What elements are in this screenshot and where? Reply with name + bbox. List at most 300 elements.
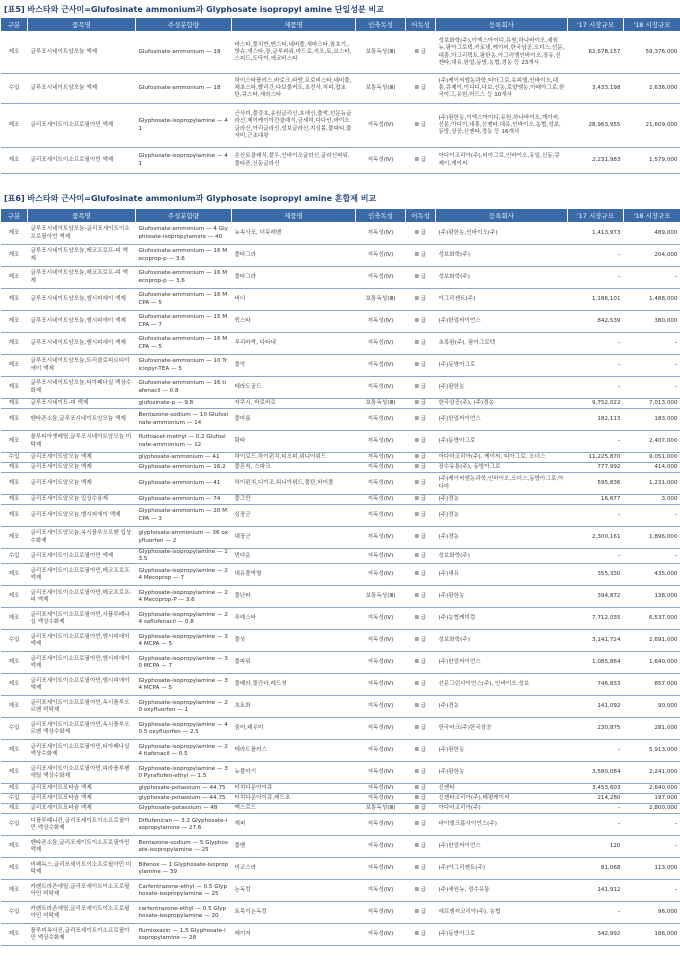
cell-company: 아다이코리아(주),티아그로,인바이오,유일,신동,큐제이,게이씨 [436, 148, 568, 174]
table-row [1, 902, 680, 924]
cell-product-name: 풀삿 [232, 630, 356, 652]
table-row [1, 586, 680, 608]
cell-ingredient: Carfentrazone-ethyl — 0.5 Glyphosate-isopropylamine — 25 [136, 880, 232, 902]
cell-product-class: 비페녹스,글리포세이트이소프로필아민 미탁제 [28, 858, 136, 880]
cell-market-2017: – [568, 814, 624, 836]
cell-fish-toxicity: Ⅲ 급 [406, 505, 436, 527]
cell-market-2017: 182,113 [568, 409, 624, 431]
cell-product-class: 카펜트라존에틸,글리포세이트이소프로필아민 미탁제 [28, 902, 136, 924]
cell-fish-toxicity: Ⅲ 급 [406, 924, 436, 946]
cell-product-name: 풀타그라 [232, 267, 356, 289]
cell-ingredient: Glufosinate-ammonium — 10 Triclopyr-TEA — 5 [136, 355, 232, 377]
cell-ingredient: Glufosinate-ammonium — 16 MCPA — 5 [136, 289, 232, 311]
cell-market-2017: 16,677 [568, 495, 624, 505]
cell-product-name: 토목이논독킹 [232, 902, 356, 924]
table-row [1, 564, 680, 586]
cell-human-toxicity: 저독성(Ⅳ) [356, 762, 406, 784]
cell-human-toxicity: 저독성(Ⅳ) [356, 630, 406, 652]
cell-company: (주)동방아그로 [436, 355, 568, 377]
cell-type: 수입 [1, 74, 28, 104]
cell-human-toxicity: 저독성(Ⅳ) [356, 794, 406, 804]
cell-company: (주)농협케미컬 [436, 608, 568, 630]
cell-human-toxicity: 저독성(Ⅳ) [356, 473, 406, 495]
cell-company: 성보화학(주) [436, 549, 568, 564]
cell-market-2017: 141,912 [568, 880, 624, 902]
cell-ingredient: Glyphosate-isopropylamine — 41 [136, 104, 232, 148]
cell-fish-toxicity: Ⅲ 급 [406, 148, 436, 174]
cell-human-toxicity: 저독성(Ⅳ) [356, 495, 406, 505]
cell-type: 제조 [1, 527, 28, 549]
cell-market-2017: 746,833 [568, 674, 624, 696]
cell-market-2018: 197,000 [624, 794, 680, 804]
cell-type: 제조 [1, 505, 28, 527]
cell-company: (주)동방아그로 [436, 431, 568, 453]
cell-human-toxicity: 저독성(Ⅳ) [356, 564, 406, 586]
cell-type: 제조 [1, 880, 28, 902]
cell-fish-toxicity: Ⅲ 급 [406, 333, 436, 355]
cell-ingredient: glyphosate-ammonium — 36 oxyfluorfen — 2 [136, 527, 232, 549]
cell-fish-toxicity: Ⅲ 급 [406, 377, 436, 399]
table-row [1, 740, 680, 762]
cell-product-class: 글리포세이트암모늄,엠시피에이 액제 [28, 505, 136, 527]
cell-product-class: 글리포세이트암모늄 액제 [28, 453, 136, 463]
cell-type: 제조 [1, 858, 28, 880]
cell-type: 제조 [1, 473, 28, 495]
cell-type: 제조 [1, 586, 28, 608]
cell-product-name: 바스타,풀치반,맨스티,네버풀,새바스타,참초기,,밧슈,새스타,장,글루파워,마드로,지오,토,보스타,스피드,도닥이,에코바스타 [232, 32, 356, 74]
cell-human-toxicity: 저독성(Ⅳ) [356, 549, 406, 564]
cell-company: 성보화학(주) [436, 630, 568, 652]
table-row [1, 505, 680, 527]
cell-human-toxicity: 저독성(Ⅳ) [356, 409, 406, 431]
cell-company: (주)팜한농,이엑스아이디,유원,하나바이오,게이씨,선문,아디이,대흥,신젠타,대유,인바이오,농협,성보,동방,상공,신젠타,경농 등 16개사 [436, 104, 568, 148]
cell-market-2017: 3,433,198 [568, 74, 624, 104]
cell-product-name: 논독킹 [232, 880, 356, 902]
header-market-2018: '18 시장규모 [624, 209, 680, 223]
cell-company: 신젠타 [436, 784, 568, 794]
cell-fish-toxicity: Ⅲ 급 [406, 718, 436, 740]
cell-type: 제조 [1, 762, 28, 784]
cell-fish-toxicity: Ⅲ 급 [406, 473, 436, 495]
cell-type: 제조 [1, 355, 28, 377]
cell-product-class: 글루포시네이트암모늄 액제 [28, 74, 136, 104]
cell-fish-toxicity: Ⅲ 급 [406, 586, 436, 608]
cell-market-2018: 1,488,000 [624, 289, 680, 311]
cell-product-class: 글리포세이트이소프로필아민,엠시피에이 액제 [28, 674, 136, 696]
cell-ingredient: Glufosinate-ammonium — 15 MCPA — 7 [136, 311, 232, 333]
cell-product-name: 뉴풀마기 [232, 762, 356, 784]
cell-market-2018: 7,013,000 [624, 399, 680, 409]
cell-product-class: 벤타존소듐,글리포세이트이소프로필아민 액제 [28, 836, 136, 858]
cell-product-name: 근사미,풀강초,유원글리신,초애신,풀싹,선문뉴글라신,제이케이아간클래식,금세미,다다인,바이오글라신,아리글라신,성보글라신,지싱몸,풀파티,풀자비,근초대왕 [232, 104, 356, 148]
cell-fish-toxicity: Ⅲ 급 [406, 311, 436, 333]
cell-type: 수입 [1, 549, 28, 564]
table6-title: [표6] 바스타와 근사미=Glufosinate ammonium과 Glyphosate isopropyl amine 혼합제 비교 [4, 194, 377, 203]
cell-product-name: 터치다운아이큐,레드초 [232, 794, 356, 804]
cell-fish-toxicity: Ⅲ 급 [406, 836, 436, 858]
cell-market-2018: 186,000 [624, 924, 680, 946]
cell-ingredient: Glyphosate-isopropylamine — 34 MCPA — 5 [136, 674, 232, 696]
cell-human-toxicity: 보통독성(Ⅲ) [356, 74, 406, 104]
header-company: 등록회사 [436, 209, 568, 223]
cell-human-toxicity: 저독성(Ⅳ) [356, 880, 406, 902]
table-row [1, 804, 680, 814]
cell-market-2018: 5,913,000 [624, 740, 680, 762]
cell-human-toxicity: 저독성(Ⅳ) [356, 814, 406, 836]
cell-human-toxicity: 저독성(Ⅳ) [356, 924, 406, 946]
cell-product-class: 글리포세이트이소프로필아민,메코프로프-피 액제 [28, 586, 136, 608]
cell-market-2018: – [624, 814, 680, 836]
cell-human-toxicity: 저독성(Ⅳ) [356, 453, 406, 463]
cell-market-2017: 81,068 [568, 858, 624, 880]
table-row [1, 104, 680, 148]
cell-market-2017: 11,225,870 [568, 453, 624, 463]
header-ingredient: 주성분함량 [136, 18, 232, 32]
cell-human-toxicity: 보통독성(Ⅲ) [356, 399, 406, 409]
cell-fish-toxicity: Ⅲ 급 [406, 267, 436, 289]
cell-company: 한국마크(주)한국삼공 [436, 718, 568, 740]
cell-fish-toxicity: Ⅲ 급 [406, 762, 436, 784]
cell-fish-toxicity: Ⅲ 급 [406, 463, 436, 473]
cell-market-2018: 6,537,000 [624, 608, 680, 630]
cell-ingredient: Glufosinate-ammonium — 16 Mecoprop-p — 3.6 [136, 267, 232, 289]
cell-product-name: 싱장군 [232, 505, 356, 527]
cell-product-name: 터치다운아이큐 [232, 784, 356, 794]
table-row [1, 148, 680, 174]
cell-market-2018: 2,636,000 [624, 74, 680, 104]
cell-market-2017: 9,752,022 [568, 399, 624, 409]
cell-product-class: 글리포세이트암모늄 액제 [28, 473, 136, 495]
cell-fish-toxicity: Ⅲ 급 [406, 74, 436, 104]
cell-product-name: 줌어,태우미 [232, 718, 356, 740]
cell-fish-toxicity: Ⅲ 급 [406, 740, 436, 762]
cell-ingredient: Glyphosate-isopropylamine — 41 [136, 148, 232, 174]
header-product-name: 제품명 [232, 209, 356, 223]
cell-fish-toxicity: Ⅲ 급 [406, 794, 436, 804]
header-type: 구분 [1, 209, 28, 223]
cell-market-2017: 394,872 [568, 586, 624, 608]
cell-product-name: 푸레스타 [232, 608, 356, 630]
table-row [1, 223, 680, 245]
cell-company: (주)세원뉴, 정수유통 [436, 880, 568, 902]
cell-ingredient: Glyphosate-isopropylamine — 24 Mecoprop — 7 [136, 564, 232, 586]
cell-product-class: 글리포세이트이소프로필아민,옥시플루오르펜 액상수화제 [28, 718, 136, 740]
cell-company: 신젠타코리아(주),태평케이씨 [436, 794, 568, 804]
cell-product-class: 디플루페니칸,글리포세이트이소프로필아민 액상수화제 [28, 814, 136, 836]
cell-product-name: 퀵스타 [232, 311, 356, 333]
cell-product-name: 미코스라 [232, 858, 356, 880]
cell-type: 수입 [1, 453, 28, 463]
cell-market-2017: 842,539 [568, 311, 624, 333]
table-row [1, 608, 680, 630]
cell-product-class: 글리포세이트이소프로필아민 액제 [28, 549, 136, 564]
cell-product-name: 테라도골드 [232, 377, 356, 399]
cell-company: (주)아그리젠트(주) [436, 858, 568, 880]
cell-type: 제조 [1, 784, 28, 794]
cell-market-2017: 342,992 [568, 924, 624, 946]
cell-product-class: 글리포세이트이소프로필아민,사플루페나실 액상수화제 [28, 608, 136, 630]
cell-ingredient: Bifenox — 1 Glyphosate-isopropylamine — 39 [136, 858, 232, 880]
cell-company: (주)경농 [436, 696, 568, 718]
cell-ingredient: Glyphosate-isopropylamine — 30 Pyraflufen-ethyl — 1.5 [136, 762, 232, 784]
cell-type: 제조 [1, 32, 28, 74]
cell-market-2018: 1,231,000 [624, 473, 680, 495]
cell-type: 수입 [1, 718, 28, 740]
cell-company: 초록팜(주), 팜아그로텍 [436, 333, 568, 355]
cell-market-2017: – [568, 355, 624, 377]
cell-market-2017: 2,231,983 [568, 148, 624, 174]
cell-type: 수입 [1, 630, 28, 652]
cell-ingredient: Glyphosate-isopropylamine — 30 MCPA — 7 [136, 652, 232, 674]
cell-product-name: 맥스로드 [232, 804, 356, 814]
cell-company: 에프엠씨코리아(주), 농협 [436, 902, 568, 924]
cell-market-2018: 414,000 [624, 463, 680, 473]
cell-market-2017: 120 [568, 836, 624, 858]
header-type: 구분 [1, 18, 28, 32]
cell-fish-toxicity: Ⅲ 급 [406, 355, 436, 377]
cell-type: 제조 [1, 740, 28, 762]
table-row [1, 463, 680, 473]
table-row [1, 245, 680, 267]
cell-product-name: 테라도플러스 [232, 740, 356, 762]
cell-fish-toxicity: Ⅲ 급 [406, 409, 436, 431]
table-row [1, 289, 680, 311]
cell-market-2017: 141,092 [568, 696, 624, 718]
table-header-row [1, 18, 680, 32]
table-row [1, 794, 680, 804]
cell-fish-toxicity: Ⅲ 급 [406, 104, 436, 148]
cell-market-2018: – [624, 267, 680, 289]
cell-market-2018: – [624, 355, 680, 377]
cell-fish-toxicity: Ⅲ 급 [406, 549, 436, 564]
cell-type: 제조 [1, 836, 28, 858]
cell-fish-toxicity: Ⅲ 급 [406, 880, 436, 902]
cell-type: 제조 [1, 431, 28, 453]
cell-market-2017: – [568, 740, 624, 762]
cell-human-toxicity: 저독성(Ⅳ) [356, 463, 406, 473]
header-fish-toxicity: 어독성 [406, 209, 436, 223]
table-row [1, 333, 680, 355]
cell-product-class: 글리포세이트이소프로필아민,메코프로프 액제 [28, 564, 136, 586]
cell-ingredient: Glyphosate-isopropylamine — 24 Mecoprop-P — 3.6 [136, 586, 232, 608]
cell-company: 아다마코리아(주) [436, 804, 568, 814]
cell-market-2018: 2,407,000 [624, 431, 680, 453]
cell-product-name: 풀벤 [232, 836, 356, 858]
cell-company: (주)동방아그로 [436, 924, 568, 946]
cell-product-name: 풀마름 [232, 409, 356, 431]
cell-product-name: 하이로드,하이펀치,티오피,위니아위드 [232, 453, 356, 463]
cell-ingredient: Glyphosate-isopropylamine — 34 MCPA — 5 [136, 630, 232, 652]
cell-company: (주)한얼싸이언스 [436, 652, 568, 674]
cell-ingredient: flumioxazin — 1.5 Glyphosate-isopropylamine — 28 [136, 924, 232, 946]
cell-ingredient: Bentazone-sodium — 5 Glyphosate-isopropylamine — 25 [136, 836, 232, 858]
table-row [1, 549, 680, 564]
cell-human-toxicity: 보통독성(Ⅲ) [356, 289, 406, 311]
cell-fish-toxicity: Ⅲ 급 [406, 32, 436, 74]
cell-market-2017: 3,453,603 [568, 784, 624, 794]
cell-product-class: 글루포시네이트암모늄,엠시피에이 액제 [28, 311, 136, 333]
cell-ingredient: Glyphosate-ammonium — 16.2 [136, 463, 232, 473]
cell-ingredient: Glyphosate-isopropylamine — 24 tiafenacil — 0.5 [136, 740, 232, 762]
cell-human-toxicity: 저독성(Ⅳ) [356, 784, 406, 794]
cell-ingredient: Glyphosate-isopropylamine — 13.5 [136, 549, 232, 564]
table-row [1, 355, 680, 377]
cell-product-name: 온산토클래식,풀우,인바이오글라신,글라신파워,풀타존,신동글라신 [232, 148, 356, 174]
cell-market-2018: 138,000 [624, 586, 680, 608]
cell-product-name: 풀몬칙, 스파크 [232, 463, 356, 473]
cell-market-2018: 1,579,000 [624, 148, 680, 174]
cell-human-toxicity: 저독성(Ⅳ) [356, 527, 406, 549]
cell-human-toxicity: 저독성(Ⅳ) [356, 674, 406, 696]
cell-product-class: 글리포세이트이소프로필아민 액제 [28, 104, 136, 148]
cell-fish-toxicity: Ⅲ 급 [406, 223, 436, 245]
cell-market-2017: 62,678,157 [568, 32, 624, 74]
cell-company: (주)팜한농 [436, 586, 568, 608]
cell-market-2017: 777,992 [568, 463, 624, 473]
table-row [1, 409, 680, 431]
cell-human-toxicity: 저독성(Ⅳ) [356, 902, 406, 924]
cell-company: 성보화학(주) [436, 245, 568, 267]
cell-ingredient: Glufosinate-ammonium — 16 Mecoprop-p — 3.6 [136, 245, 232, 267]
cell-product-class: 글리포세이트암모늄 입상수용제 [28, 495, 136, 505]
cell-product-name: 대유풀박멸 [232, 564, 356, 586]
cell-market-2017: – [568, 245, 624, 267]
cell-product-class: 글리포세이트이소프로필아민,티아페나실 액상수화제 [28, 740, 136, 762]
table-row [1, 718, 680, 740]
cell-type: 제조 [1, 289, 28, 311]
cell-product-class: 글리포세이트포타슘 액제 [28, 784, 136, 794]
cell-market-2017: 7,712,035 [568, 608, 624, 630]
cell-company: (주)한얼싸이언스 [436, 311, 568, 333]
cell-market-2018: 857,000 [624, 674, 680, 696]
cell-market-2017: – [568, 377, 624, 399]
cell-ingredient: Glyphosate-ammonium — 41 [136, 473, 232, 495]
cell-market-2018: 3,000 [624, 495, 680, 505]
cell-market-2017: – [568, 549, 624, 564]
table-row [1, 32, 680, 74]
cell-type: 제조 [1, 399, 28, 409]
cell-type: 제조 [1, 148, 28, 174]
cell-product-class: 글루포시네이트암모늄,메코프로프-피 액제 [28, 245, 136, 267]
cell-company: (주)경농 [436, 505, 568, 527]
cell-product-name: 풀악 [232, 355, 356, 377]
cell-ingredient: glufosinate-p — 9.8 [136, 399, 232, 409]
cell-type: 제조 [1, 608, 28, 630]
cell-human-toxicity: 저독성(Ⅳ) [356, 223, 406, 245]
cell-fish-toxicity: Ⅲ 급 [406, 858, 436, 880]
table-row [1, 924, 680, 946]
cell-product-class: 글루포시네이트암모늄-글리포세이트이소프로필아민 액제 [28, 223, 136, 245]
cell-human-toxicity: 저독성(Ⅳ) [356, 505, 406, 527]
cell-human-toxicity: 저독성(Ⅳ) [356, 740, 406, 762]
table-row [1, 814, 680, 836]
cell-human-toxicity: 저독성(Ⅳ) [356, 836, 406, 858]
header-product-class: 품목명 [28, 209, 136, 223]
cell-type: 제조 [1, 311, 28, 333]
cell-human-toxicity: 저독성(Ⅳ) [356, 148, 406, 174]
cell-product-class: 글리포세이트이소프로필아민,엠시피에이 액제 [28, 652, 136, 674]
header-human-toxicity: 인축독성 [356, 209, 406, 223]
cell-company: 성보화학(주) [436, 267, 568, 289]
cell-ingredient: Glufosinate-ammonium — 4 Glyphosate-isopropylamine — 40 [136, 223, 232, 245]
cell-fish-toxicity: Ⅲ 급 [406, 608, 436, 630]
header-ingredient: 주성분함량 [136, 209, 232, 223]
cell-type: 제조 [1, 377, 28, 399]
cell-type: 제조 [1, 924, 28, 946]
cell-type: 수입 [1, 814, 28, 836]
cell-ingredient: carfentrazone-ethyl — 0.5 Glyphosate-isopropylamine — 20 [136, 902, 232, 924]
table-row [1, 858, 680, 880]
table-row [1, 784, 680, 794]
cell-fish-toxicity: Ⅲ 급 [406, 245, 436, 267]
cell-fish-toxicity: Ⅲ 급 [406, 527, 436, 549]
cell-product-class: 글리포세이트암모늄,옥시플루오르펜 입상수화제 [28, 527, 136, 549]
cell-fish-toxicity: Ⅲ 급 [406, 652, 436, 674]
header-company: 등록회사 [436, 18, 568, 32]
header-market-2017: '17 시장규모 [568, 18, 624, 32]
cell-product-class: 글리포세이트이소프로필아민,피라플루펜에틸 액상수화제 [28, 762, 136, 784]
cell-market-2018: – [624, 377, 680, 399]
cell-fish-toxicity: Ⅲ 급 [406, 784, 436, 794]
cell-fish-toxicity: Ⅲ 급 [406, 431, 436, 453]
cell-product-name: 레이저 [232, 924, 356, 946]
cell-market-2018: – [624, 333, 680, 355]
cell-product-name: 푸리바싹, 다타네 [232, 333, 356, 355]
cell-product-name: 재퍼 [232, 814, 356, 836]
cell-product-class: 글루포시네이트암모늄,트리클로피르티이에이 액제 [28, 355, 136, 377]
cell-ingredient: glyphosate-potassium — 44.75 [136, 794, 232, 804]
cell-human-toxicity: 저독성(Ⅳ) [356, 608, 406, 630]
cell-product-class: 카펜트라존에틸,글리포세이트이소프로필아민 미탁제 [28, 880, 136, 902]
cell-market-2018: 380,000 [624, 311, 680, 333]
cell-market-2017: 595,836 [568, 473, 624, 495]
cell-market-2017: – [568, 902, 624, 924]
cell-type: 제조 [1, 104, 28, 148]
cell-market-2018: 2,691,000 [624, 630, 680, 652]
cell-product-class: 글리포세이트이소프로필아민,엠시피에이 액제 [28, 630, 136, 652]
cell-market-2017: 1,413,973 [568, 223, 624, 245]
cell-ingredient: Diflufenican — 3.2 Glyphosate-isopropylamine — 27.6 [136, 814, 232, 836]
cell-type: 제조 [1, 495, 28, 505]
cell-market-2018: 204,000 [624, 245, 680, 267]
cell-product-class: 벤타존소듐,글루포시네이트암모늄 액제 [28, 409, 136, 431]
cell-fish-toxicity: Ⅲ 급 [406, 902, 436, 924]
cell-ingredient: glyphosate-ammonium — 41 [136, 453, 232, 463]
cell-fish-toxicity: Ⅲ 급 [406, 674, 436, 696]
mixture-table [0, 208, 680, 946]
cell-company: (주)케이씨엠농과학,티아그로,유피엘,인바이오,대흥,큐제이,이디디,다보,신농,로얄엠농,아래아그로,한국아그,유원,어드스 등 10개사 [436, 74, 568, 104]
cell-fish-toxicity: Ⅲ 급 [406, 453, 436, 463]
cell-company: (주)경농 [436, 495, 568, 505]
cell-human-toxicity: 저독성(Ⅳ) [356, 718, 406, 740]
cell-market-2018: 489,000 [624, 223, 680, 245]
cell-type: 제조 [1, 223, 28, 245]
cell-ingredient: Bentazone-sodium — 10 Glufosinate-ammonium — 14 [136, 409, 232, 431]
cell-product-class: 글루포시네이트암모늄,메코프로프-피 액제 [28, 267, 136, 289]
cell-market-2017: – [568, 431, 624, 453]
cell-product-class: 글리포세이트이소프로필아민,옥시플루오르펜 미탁제 [28, 696, 136, 718]
cell-human-toxicity: 저독성(Ⅳ) [356, 311, 406, 333]
cell-product-name: 풀타그라 [232, 245, 356, 267]
cell-market-2018: 113,000 [624, 858, 680, 880]
table-row [1, 762, 680, 784]
cell-type: 제조 [1, 463, 28, 473]
header-market-2018: '18 시장규모 [624, 18, 680, 32]
cell-human-toxicity: 보통독성(Ⅲ) [356, 804, 406, 814]
cell-ingredient: Glyphosate-ammonium — 74 [136, 495, 232, 505]
cell-ingredient: Glufosinate-ammonium — 16 MCPA — 5 [136, 333, 232, 355]
cell-market-2017: 3,580,084 [568, 762, 624, 784]
